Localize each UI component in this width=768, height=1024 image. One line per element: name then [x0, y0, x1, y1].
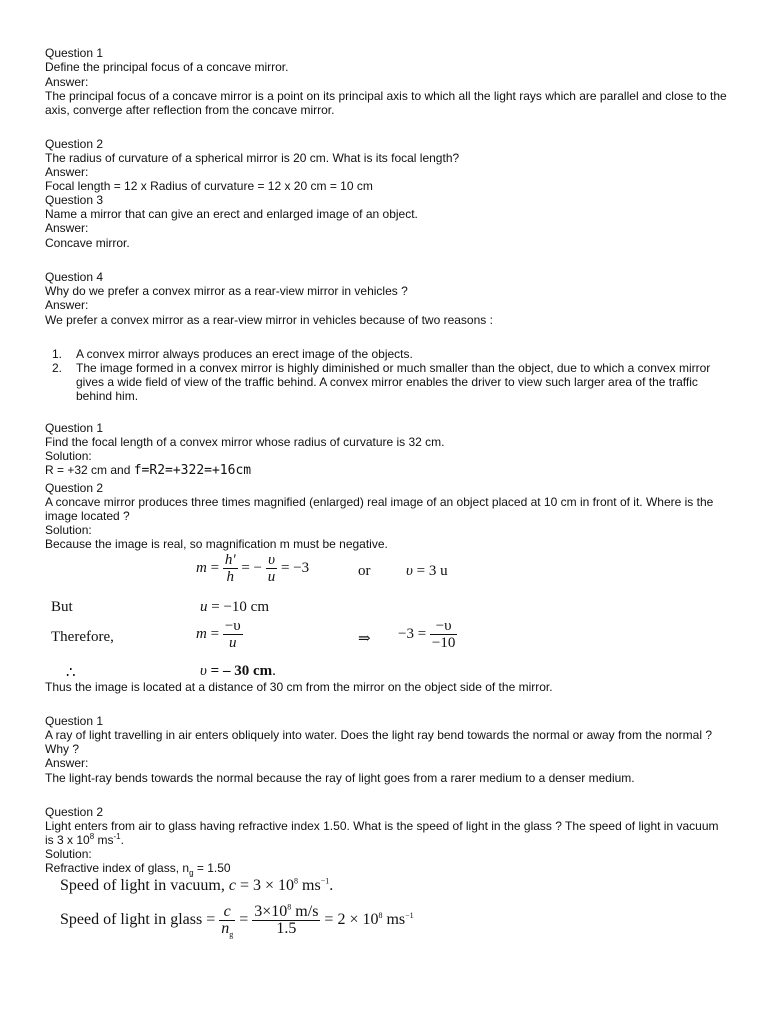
list-text: The image formed in a convex mirror is highly diminished or much smaller than the object, due to which a convex mirror [76, 361, 711, 375]
answer-label: Answer: [45, 165, 89, 179]
answer-label: Answer: [45, 75, 89, 89]
list-number: 1. [52, 347, 63, 361]
answer-label: Answer: [45, 756, 89, 770]
speed-in-vacuum-equation: Speed of light in vacuum, $c = 3 \times 10^8$ $ms^{-1}$. [60, 876, 334, 894]
list-number: 2. [52, 361, 63, 375]
question-label: Question 2 [45, 137, 104, 151]
question-text: Name a mirror that can give an erect and enlarged image of an object. [45, 207, 418, 221]
question-text: is 3 x $10^8$ $ms^{-1}$. [45, 832, 124, 847]
focal-length-formula: f=R2=+322=+16cm [133, 463, 252, 478]
solution-text: Because the image is real, so magnification m must be negative. [45, 537, 388, 551]
therefore-label: Therefore, [51, 629, 114, 645]
u-value: u = −10 cm [200, 599, 269, 615]
solution-text [45, 463, 251, 478]
v-equals-3u: υ = 3 u [406, 563, 448, 579]
question-text: The radius of curvature of a spherical mirror is 20 cm. What is its focal length? [45, 151, 460, 165]
but-label: But [51, 599, 73, 615]
question-text: Find the focal length of a convex mirror whose radius of curvature is 32 cm. [45, 435, 445, 449]
question-text: image located ? [45, 509, 130, 523]
list-text: gives a wide field of view of the traffic behind. A convex mirror enables the driver to view such larger area of the traffic [76, 375, 698, 389]
question-label: Question 1 [45, 421, 104, 435]
refractive-index-text: Refractive index of glass, $n_g = 1.50$ [45, 861, 231, 878]
solution-label: Solution: [45, 847, 92, 861]
conclusion-text: Thus the image is located at a distance of 30 cm from the mirror on the object side of the mirror. [45, 680, 553, 694]
solution-label: Solution: [45, 523, 92, 537]
list-text: A convex mirror always produces an erect image of the objects. [76, 347, 413, 361]
answer-label: Answer: [45, 221, 89, 235]
image-distance-result: υ = – 30 cm. [200, 663, 276, 679]
fraction-h: $\frac{h'}{h}$ [224, 552, 236, 585]
question-text: Define the principal focus of a concave mirror. [45, 60, 289, 74]
answer-text: The principal focus of a concave mirror is a point on its principal axis to which all the light rays which are parallel and close to the [45, 89, 727, 103]
solution-prefix: R = +32 cm and [45, 463, 134, 477]
fraction-v: $\frac{\upsilon}{u}$ [267, 552, 276, 585]
question-text: Why do we prefer a convex mirror as a rear-view mirror in vehicles ? [45, 284, 408, 298]
question-text: Light enters from air to glass having refractive index 1.50. What is the speed of light in the glass ? The speed of light in vacuum [45, 819, 719, 833]
solve-equation: −3 = $\frac{-\upsilon}{-10}$ [398, 618, 456, 651]
or-text: or [358, 563, 371, 579]
question-label: Question 3 [45, 193, 104, 207]
question-label: Question 2 [45, 481, 104, 495]
question-text: A ray of light travelling in air enters obliquely into water. Does the light ray bend towards the normal or away from the normal ? [45, 728, 713, 742]
question-label: Question 1 [45, 714, 104, 728]
question-text: A concave mirror produces three times magnified (enlarged) real image of an object placed at 10 cm in front of it. Where is the [45, 495, 714, 509]
list-text: behind him. [76, 389, 139, 403]
answer-text: The light-ray bends towards the normal because the ray of light goes from a rarer medium to a denser medium. [45, 771, 635, 785]
answer-text: Concave mirror. [45, 236, 130, 250]
question-label: Question 2 [45, 805, 104, 819]
answer-text: Focal length = 12 x Radius of curvature = 12 x 20 cm = 10 cm [45, 179, 373, 193]
therefore-symbol: ∴ [66, 665, 76, 681]
implies-symbol: ⇒ [358, 631, 371, 647]
answer-label: Answer: [45, 298, 89, 312]
speed-in-glass-equation: Speed of light in glass = $\frac{c}{n_g}$ = $\frac{3\times 10^8 m/s}{1.5}$ = $2 \times 10^8$ $ms^{-1}$ [60, 902, 414, 940]
magnification-formula: m = $\frac{h'}{h}$ = − $\frac{\upsilon}{u}$ = −3 [196, 552, 310, 585]
answer-text: axis, converge after reflection from the concave mirror. [45, 103, 335, 117]
magnification-substitution: m = $\frac{-\upsilon}{u}$ [196, 618, 241, 651]
solution-label: Solution: [45, 449, 92, 463]
answer-text: We prefer a convex mirror as a rear-view mirror in vehicles because of two reasons : [45, 313, 493, 327]
question-text: Why ? [45, 742, 80, 756]
question-label: Question 4 [45, 270, 104, 284]
list-item [52, 347, 722, 361]
list-item [52, 361, 722, 403]
question-label: Question 1 [45, 46, 104, 60]
